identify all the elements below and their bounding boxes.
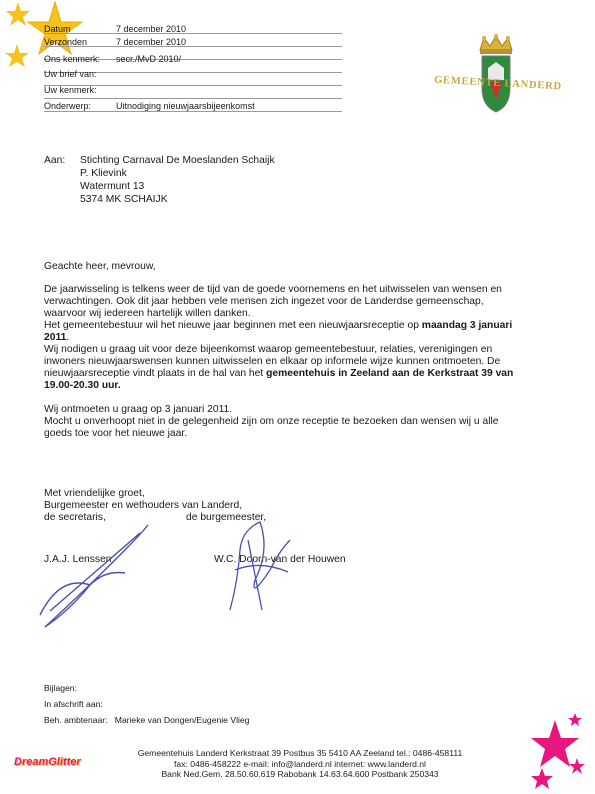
- closing-greeting: Met vriendelijke groet,: [44, 488, 145, 499]
- enclosures-ambtenaar: Beh. ambtenaar: Marieke van Dongen/Eugenie Vlieg: [44, 715, 250, 725]
- meta-value-datum: 7 december 2010: [116, 24, 187, 34]
- enclosures: [44, 680, 444, 728]
- paragraph-new-year: De jaarwisseling is telkens weer de tijd van de goede voornemens en het uitwisselen van wensen en verwachtingen. Ook dit jaar hebben vele mensen zich ingezet voor de Landerdse gemeenschap, waarvoor wij iedereen hartelijk willen danken.: [44, 284, 502, 319]
- pink-star-icon: [569, 758, 585, 774]
- meta-label-verzonden: Verzonden: [44, 37, 88, 47]
- meta-value-onderwerp: Uitnodiging nieuwjaarsbijeenkomst: [116, 101, 255, 111]
- meta-label-datum: Datum: [44, 24, 71, 34]
- letter-footer: [70, 748, 530, 780]
- watermark-logo: DreamGlitter: [14, 756, 81, 768]
- letter-body: [44, 261, 514, 440]
- address-line: 5374 MK SCHAIJK: [80, 194, 168, 205]
- footer-line-contact: fax: 0486-458222 e-mail: info@landerd.nl internet: www.landerd.nl: [174, 758, 426, 769]
- gold-star-icon: [5, 44, 29, 67]
- paragraph-wishes: Mocht u onverhoopt niet in de gelegenheid zijn om onze receptie te bezoeken dan wensen wij u alle goeds toe voor het nieuwe jaar.: [44, 416, 499, 439]
- footer-line-address: Gemeentehuis Landerd Kerkstraat 39 Postbus 35 5410 AA Zeeland tel.: 0486-458111: [137, 748, 463, 758]
- address-label: Aan:: [44, 155, 66, 166]
- signature-mayor: [200, 510, 310, 620]
- address-line: Stichting Carnaval De Moeslanden Schaijk: [80, 155, 275, 166]
- meta-label-uw-brief: Uw brief van:: [44, 69, 97, 79]
- meta-label-uw-kenmerk: Uw kenmerk:: [44, 85, 97, 95]
- pink-star-icon: [568, 713, 582, 726]
- role-mayor: de burgemeester,: [186, 512, 267, 523]
- pink-star-icon: [531, 720, 579, 767]
- municipality-logo: [430, 30, 570, 120]
- address-line: P. Klievink: [80, 168, 127, 179]
- gold-star-icon: [6, 2, 30, 26]
- meta-label-onderwerp: Onderwerp:: [44, 101, 92, 111]
- salutation: Geachte heer, mevrouw,: [44, 261, 156, 272]
- signature-secretary: [30, 515, 160, 635]
- meta-value-ons-kenmerk: secr./MvD 2010/: [116, 54, 182, 64]
- address-line: Watermunt 13: [80, 181, 145, 192]
- role-secretary: de secretaris,: [44, 512, 106, 523]
- paragraph-invitation: Wij nodigen u graag uit voor deze bijeenkomst waarop gemeentebestuur, relaties, verenigingen en inwoners nieuwjaarswensen kunnen uitwisselen en elkaar op informele wijze kunnen ontmoeten. De nieuwjaarsreceptie vindt plaats in de hal van het gemeentehuis in Zeeland aan de Kerkstraat 39 van 19.00-20.30 uur.: [44, 344, 514, 391]
- enclosures-bijlagen: Bijlagen:: [44, 683, 77, 693]
- name-mayor: W.C. Doorn-van der Houwen: [214, 554, 346, 565]
- paragraph-meet: Wij ontmoeten u graag op 3 januari 2011.: [44, 404, 233, 415]
- pink-star-icon: [531, 768, 553, 789]
- name-secretary: J.A.J. Lenssen: [44, 554, 112, 565]
- logo-text: GEMEENTE LANDERD: [433, 74, 563, 93]
- enclosures-afschrift: In afschrift aan:: [44, 699, 103, 709]
- meta-value-verzonden: 7 december 2010: [116, 37, 187, 47]
- footer-line-bank: Bank Ned.Gem. 28.50.60.619 Rabobank 14.63.64.600 Postbank 250343: [161, 769, 439, 779]
- paragraph-reception-date: Het gemeentebestuur wil het nieuwe jaar beginnen met een nieuwjaarsreceptie op maandag 3 januari 2011.: [44, 320, 513, 343]
- star-decoration-bottom-right: [515, 710, 595, 794]
- meta-label-ons-kenmerk: Ons kenmerk:: [44, 54, 101, 64]
- closing-body: Burgemeester en wethouders van Landerd,: [44, 500, 243, 511]
